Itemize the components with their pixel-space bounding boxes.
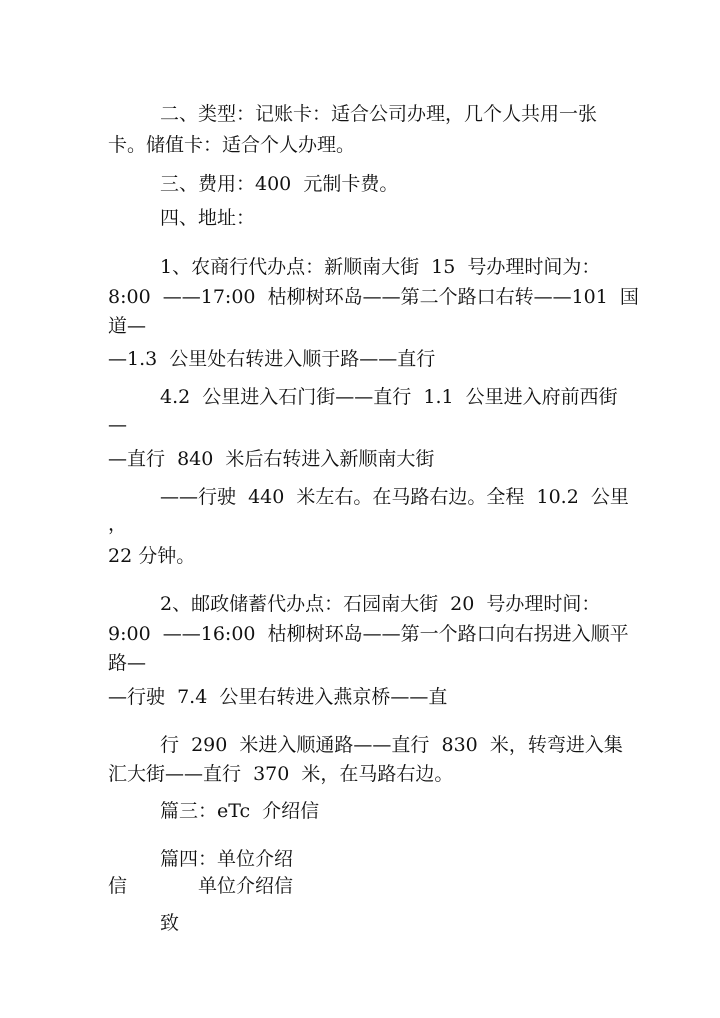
text-line: 行 290 米进入顺通路——直行 830 米，转弯进入集 [160, 734, 623, 756]
text-line: —行驶 7.4 公里右转进入燕京桥——直 [108, 686, 448, 708]
text-line: —1.3 公里处右转进入顺于路——直行 [108, 348, 436, 370]
text-line: 卡。储值卡：适合个人办理。 [108, 134, 356, 156]
text-line: 4.2 公里进入石门街——直行 1.1 公里进入府前西街 [160, 386, 618, 408]
text-line: 22 分钟。 [108, 545, 196, 567]
text-line: 道— [108, 315, 147, 337]
text-line: 三、费用：400 元制卡费。 [160, 173, 399, 195]
text-line: 9:00 ——16:00 枯柳树环岛——第一个路口向右拐进入顺平 [108, 623, 629, 645]
text-line: 8:00 ——17:00 枯柳树环岛——第二个路口右转——101 国 [108, 286, 639, 308]
text-line: 汇大街——直行 370 米，在马路右边。 [108, 763, 454, 785]
text-line: 单位介绍信 [198, 875, 294, 897]
text-line: 篇四：单位介绍 [160, 848, 294, 870]
text-line: ——行驶 440 米左右。在马路右边。全程 10.2 公里 [160, 486, 629, 508]
text-line: 1、农商行代办点：新顺南大街 15 号办理时间为： [160, 256, 601, 278]
text-line: 篇三：eTc 介绍信 [160, 800, 320, 822]
text-line: 2、邮政储蓄代办点：石园南大街 20 号办理时间： [160, 593, 601, 615]
text-line: 路— [108, 652, 147, 674]
text-line: —直行 840 米后右转进入新顺南大街 [108, 448, 435, 470]
text-line: 信 [108, 875, 128, 897]
text-line: ， [108, 513, 128, 535]
text-line: 四、地址： [160, 207, 256, 229]
text-line: 二、类型：记账卡：适合公司办理，几个人共用一张 [160, 103, 598, 125]
text-line: 致 [160, 912, 180, 934]
text-line: — [108, 414, 127, 436]
